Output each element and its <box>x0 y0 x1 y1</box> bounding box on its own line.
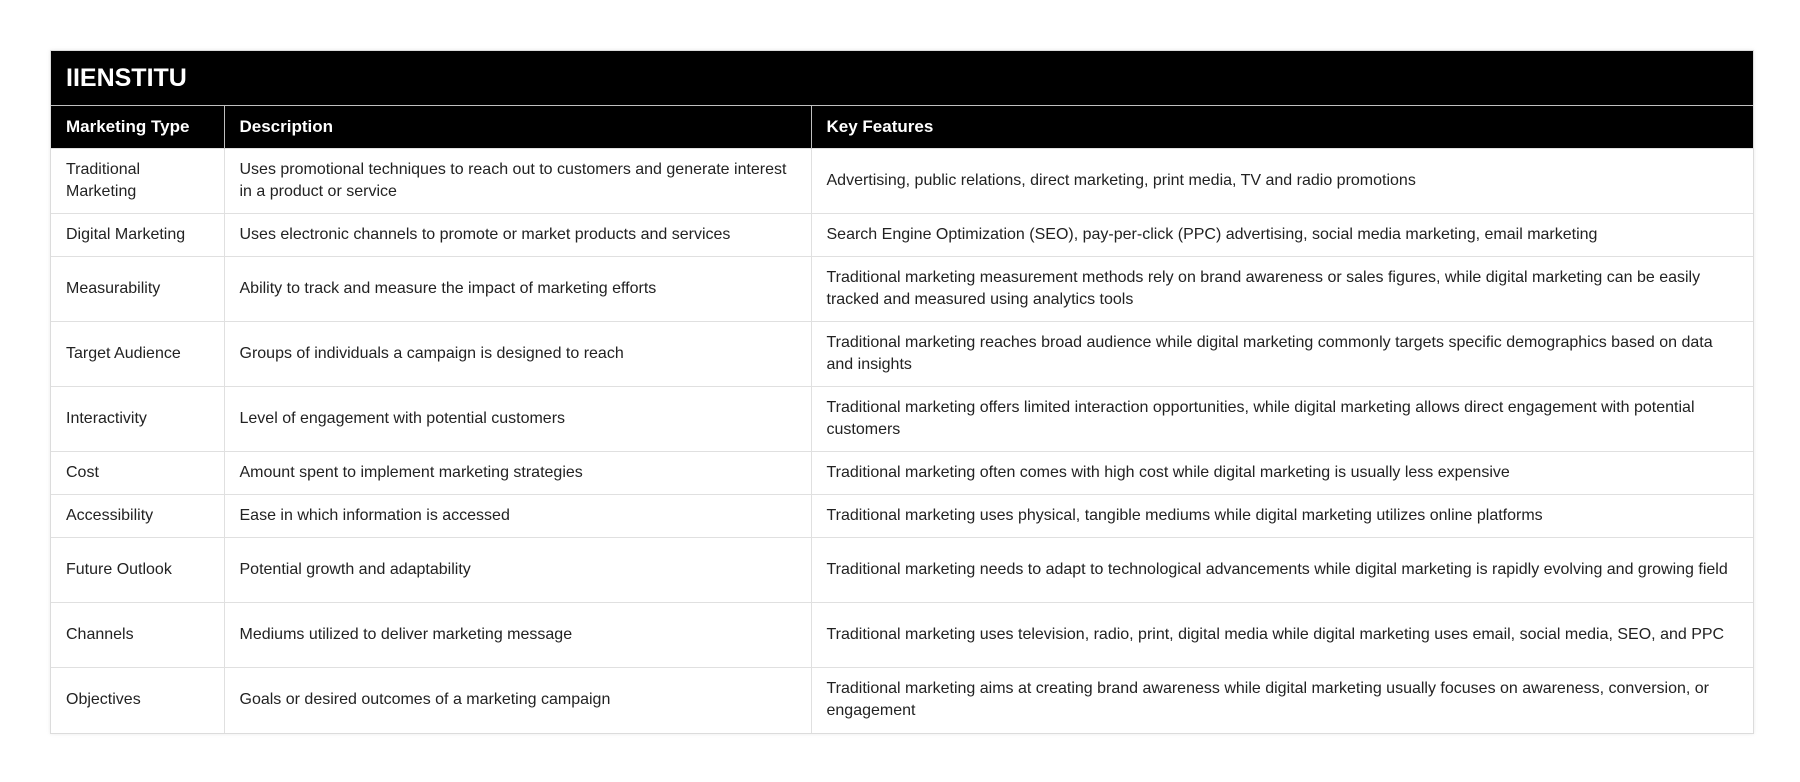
table-row <box>51 603 1753 668</box>
cell-description: Potential growth and adaptability <box>224 538 811 603</box>
table-row <box>51 149 1753 214</box>
cell-key-features: Search Engine Optimization (SEO), pay-per-click (PPC) advertising, social media marketing, email marketing <box>811 214 1753 257</box>
column-header-description: Description <box>224 106 811 149</box>
cell-marketing-type: Traditional Marketing <box>51 149 224 214</box>
table-row <box>51 495 1753 538</box>
table-row <box>51 322 1753 387</box>
cell-description: Ability to track and measure the impact of marketing efforts <box>224 257 811 322</box>
cell-marketing-type: Future Outlook <box>51 538 224 603</box>
table-row <box>51 538 1753 603</box>
cell-key-features: Traditional marketing uses physical, tangible mediums while digital marketing utilizes online platforms <box>811 495 1753 538</box>
cell-description: Groups of individuals a campaign is designed to reach <box>224 322 811 387</box>
cell-marketing-type: Channels <box>51 603 224 668</box>
cell-key-features: Traditional marketing often comes with high cost while digital marketing is usually less expensive <box>811 452 1753 495</box>
cell-marketing-type: Objectives <box>51 668 224 733</box>
cell-description: Mediums utilized to deliver marketing message <box>224 603 811 668</box>
table-row <box>51 387 1753 452</box>
cell-marketing-type: Target Audience <box>51 322 224 387</box>
table-row <box>51 257 1753 322</box>
table-row <box>51 214 1753 257</box>
cell-key-features: Traditional marketing reaches broad audience while digital marketing commonly targets specific demographics based on data and insights <box>811 322 1753 387</box>
cell-description: Amount spent to implement marketing strategies <box>224 452 811 495</box>
cell-key-features: Traditional marketing needs to adapt to technological advancements while digital marketing is rapidly evolving and growing field <box>811 538 1753 603</box>
cell-marketing-type: Accessibility <box>51 495 224 538</box>
cell-marketing-type: Cost <box>51 452 224 495</box>
cell-description: Uses promotional techniques to reach out to customers and generate interest in a product or service <box>224 149 811 214</box>
cell-key-features: Traditional marketing measurement methods rely on brand awareness or sales figures, while digital marketing can be easily tracked and measured using analytics tools <box>811 257 1753 322</box>
table-title-row <box>51 51 1753 106</box>
column-header-key-features: Key Features <box>811 106 1753 149</box>
table-header-row <box>51 106 1753 149</box>
cell-description: Goals or desired outcomes of a marketing campaign <box>224 668 811 733</box>
cell-marketing-type: Measurability <box>51 257 224 322</box>
cell-description: Level of engagement with potential customers <box>224 387 811 452</box>
cell-marketing-type: Digital Marketing <box>51 214 224 257</box>
table-row <box>51 668 1753 733</box>
column-header-marketing-type: Marketing Type <box>51 106 224 149</box>
cell-key-features: Traditional marketing offers limited interaction opportunities, while digital marketing allows direct engagement with potential customers <box>811 387 1753 452</box>
table-title: IIENSTITU <box>51 51 1753 106</box>
cell-key-features: Traditional marketing aims at creating brand awareness while digital marketing usually focuses on awareness, conversion, or engagement <box>811 668 1753 733</box>
cell-key-features: Advertising, public relations, direct marketing, print media, TV and radio promotions <box>811 149 1753 214</box>
data-table <box>51 51 1753 733</box>
table-row <box>51 452 1753 495</box>
cell-marketing-type: Interactivity <box>51 387 224 452</box>
cell-description: Uses electronic channels to promote or market products and services <box>224 214 811 257</box>
marketing-comparison-table <box>50 50 1754 734</box>
cell-key-features: Traditional marketing uses television, radio, print, digital media while digital marketing uses email, social media, SEO, and PPC <box>811 603 1753 668</box>
cell-description: Ease in which information is accessed <box>224 495 811 538</box>
